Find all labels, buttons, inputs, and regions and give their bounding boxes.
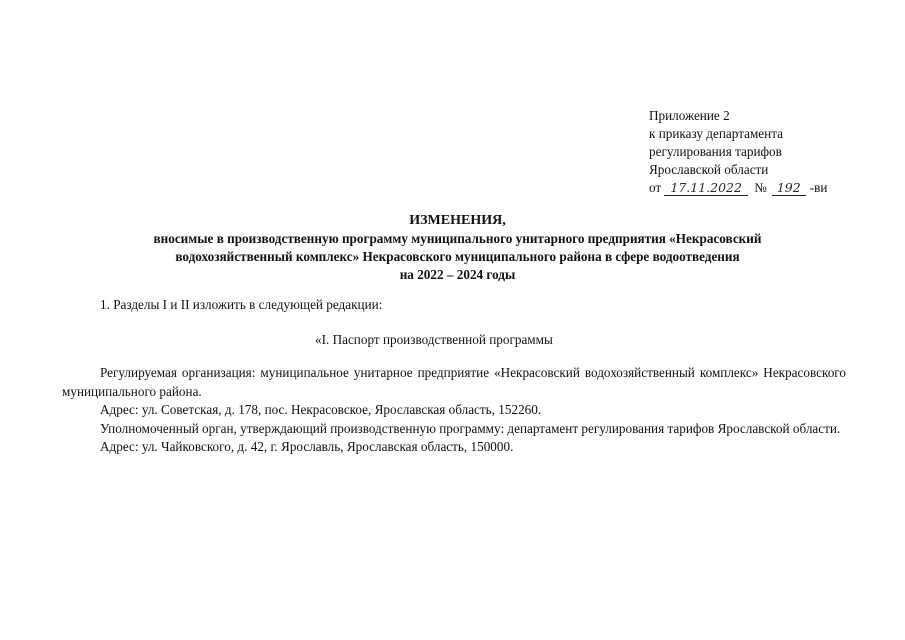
- date-prefix: от: [649, 180, 662, 195]
- number-label: №: [754, 180, 767, 195]
- number-suffix: -ви: [809, 180, 828, 195]
- document-title: [90, 212, 825, 284]
- handwritten-number: 192: [772, 181, 806, 196]
- sections-instruction: 1. Разделы I и II изложить в следующей редакции:: [100, 297, 383, 312]
- passport-heading: «I. Паспорт производственной программы: [315, 332, 553, 347]
- appendix-number: Приложение 2: [649, 108, 730, 123]
- appendix-department: регулирования тарифов: [649, 144, 782, 159]
- authority-paragraph: Уполномоченный орган, утверждающий производственную программу: департамент регулирования тарифов Ярославской области.: [100, 420, 841, 436]
- authority-address-paragraph: Адрес: ул. Чайковского, д. 42, г. Ярославль, Ярославская область, 150000.: [100, 439, 514, 454]
- handwritten-date: 17.11.2022: [664, 181, 748, 196]
- appendix-order-ref: к приказу департамента: [649, 126, 783, 141]
- passport-body: [62, 364, 846, 457]
- title-line-2: вносимые в производственную программу муниципального унитарного предприятия «Некрасовский: [153, 231, 762, 246]
- appendix-date-line: [649, 179, 889, 197]
- title-line-4: на 2022 – 2024 годы: [399, 267, 516, 282]
- title-heading: ИЗМЕНЕНИЯ,: [409, 213, 506, 228]
- appendix-region: Ярославской области: [649, 162, 769, 177]
- org-address-paragraph: Адрес: ул. Советская, д. 178, пос. Некрасовское, Ярославская область, 152260.: [100, 402, 542, 417]
- appendix-header: [649, 107, 889, 197]
- regulated-org-paragraph: Регулируемая организация: муниципальное унитарное предприятие «Некрасовский водохозяйственный комплекс» Некрасовского муниципального района.: [62, 365, 846, 399]
- title-line-3: водохозяйственный комплекс» Некрасовского муниципального района в сфере водоотведения: [175, 249, 740, 264]
